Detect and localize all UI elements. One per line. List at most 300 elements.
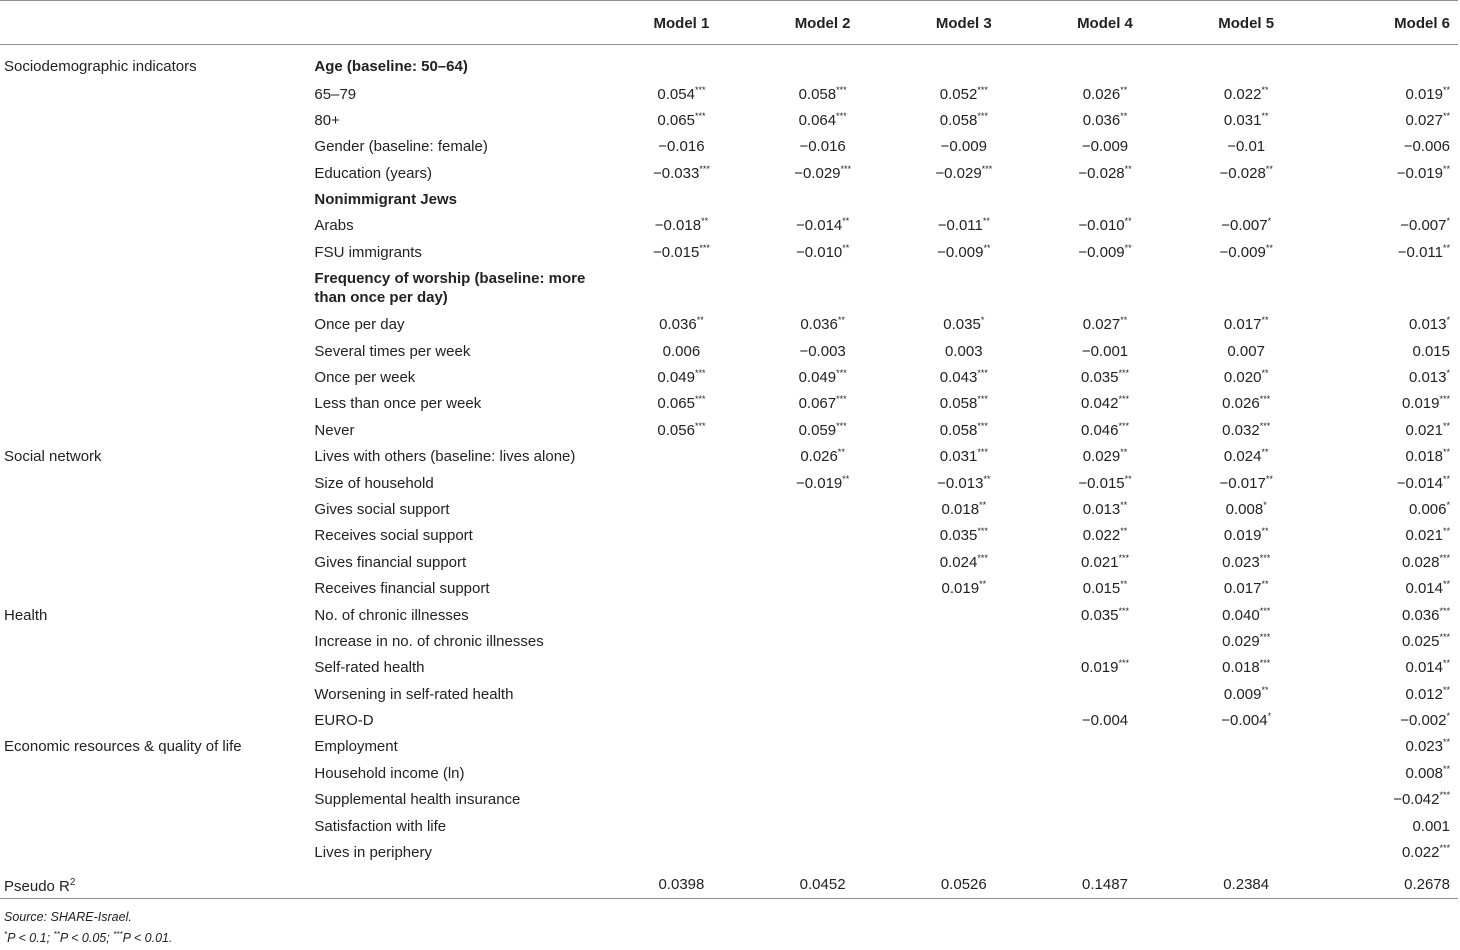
coefficient-value: −0.029 xyxy=(935,164,982,182)
table-row xyxy=(0,133,1458,159)
coefficient-value: 0.067 xyxy=(798,395,837,413)
cell-model-3 xyxy=(893,681,1034,707)
cell-model-2 xyxy=(752,186,893,212)
coefficient-value: 0.023 xyxy=(1405,738,1443,756)
significance-stars: *** xyxy=(977,420,988,431)
coefficient-value: 0.021 xyxy=(1080,553,1119,571)
table-row xyxy=(0,81,1458,107)
header-model-4: Model 4 xyxy=(1034,1,1175,45)
cell-model-4 xyxy=(1034,443,1175,469)
coefficient-value: −0.003 xyxy=(799,342,846,360)
coefficient-value: 0.035 xyxy=(943,316,981,334)
cell-model-2 xyxy=(752,707,893,733)
coefficient-value: 0.024 xyxy=(939,553,978,571)
significance-stars: ** xyxy=(837,315,845,326)
row-variable-label: Satisfaction with life xyxy=(314,817,447,835)
cell-model-1 xyxy=(611,133,752,159)
table-body xyxy=(0,45,1458,866)
coefficient-value: 0.029 xyxy=(1082,448,1121,466)
table-row xyxy=(0,311,1458,337)
cell-model-5 xyxy=(1176,786,1317,812)
significance-stars: *** xyxy=(1259,420,1271,431)
cell-model-1 xyxy=(611,265,752,311)
table-row xyxy=(0,813,1458,839)
cell-model-6 xyxy=(1317,602,1458,628)
significance-stars: *** xyxy=(977,526,988,537)
table-row xyxy=(0,575,1458,601)
cell-model-5 xyxy=(1176,311,1317,337)
header-model-1: Model 1 xyxy=(611,1,752,45)
header-model-3: Model 3 xyxy=(893,1,1034,45)
cell-model-6 xyxy=(1317,681,1458,707)
row-variable-label: Once per day xyxy=(314,316,405,334)
cell-model-2 xyxy=(752,81,893,107)
table-row xyxy=(0,733,1458,759)
row-category xyxy=(0,265,310,311)
table-row xyxy=(0,338,1458,364)
cell-model-5 xyxy=(1176,602,1317,628)
cell-model-4 xyxy=(1034,364,1175,390)
significance-stars: ** xyxy=(1442,110,1450,121)
significance-stars: *** xyxy=(977,368,988,379)
coefficient-value: −0.004 xyxy=(1081,712,1129,730)
cell-model-5 xyxy=(1176,390,1317,416)
coefficient-value: −0.033 xyxy=(653,164,700,182)
row-variable-label: Receives financial support xyxy=(314,580,490,598)
cell-model-4 xyxy=(1034,133,1175,159)
significance-stars: *** xyxy=(1259,552,1271,563)
cell-model-4 xyxy=(1034,813,1175,839)
coefficient-value: 0.022 xyxy=(1223,85,1262,103)
coefficient-value: −0.017 xyxy=(1219,474,1266,492)
coefficient-value: 0.009 xyxy=(1223,685,1262,703)
significance-stars: *** xyxy=(699,242,710,253)
cell-model-2 xyxy=(752,760,893,786)
significance-stars: *** xyxy=(1259,658,1271,669)
row-variable-label: 65–79 xyxy=(314,85,357,103)
cell-model-6 xyxy=(1317,239,1458,265)
coefficient-value: 0.031 xyxy=(1223,111,1262,129)
row-category xyxy=(0,496,310,522)
table-row xyxy=(0,707,1458,733)
significance-stars: *** xyxy=(1118,420,1130,431)
significance-stars: * xyxy=(980,315,985,326)
cell-model-3 xyxy=(893,239,1034,265)
table-notes xyxy=(4,908,172,947)
significance-stars: *** xyxy=(1439,843,1450,854)
significance-stars: *** xyxy=(1118,552,1130,563)
cell-model-5 xyxy=(1176,813,1317,839)
significance-stars: *** xyxy=(1439,552,1450,563)
cell-model-2 xyxy=(752,107,893,133)
cell-model-4 xyxy=(1034,707,1175,733)
cell-model-1 xyxy=(611,813,752,839)
cell-model-6 xyxy=(1317,786,1458,812)
coefficient-value: 0.023 xyxy=(1222,553,1260,571)
coefficient-value: 0.035 xyxy=(1080,369,1119,387)
table-row xyxy=(0,186,1458,212)
cell-model-3 xyxy=(893,602,1034,628)
coefficient-value: 0.022 xyxy=(1401,844,1440,862)
significance-stars: ** xyxy=(1120,315,1128,326)
coefficient-value: 0.014 xyxy=(1405,580,1443,598)
cell-model-3 xyxy=(893,522,1034,548)
coefficient-value: 0.026 xyxy=(1082,85,1121,103)
significance-stars: ** xyxy=(1120,579,1128,590)
significance-stars: *** xyxy=(699,163,710,174)
row-variable-label: EURO-D xyxy=(314,712,374,730)
cell-model-4 xyxy=(1034,733,1175,759)
coefficient-value: −0.009 xyxy=(940,138,987,156)
cell-model-5 xyxy=(1176,133,1317,159)
coefficient-value: −0.009 xyxy=(1219,243,1266,261)
cell-model-5 xyxy=(1176,654,1317,680)
row-group-heading: Frequency of worship (baseline: more than once per day) xyxy=(314,270,586,307)
cell-model-4 xyxy=(1034,265,1175,311)
row-variable-label: Gives social support xyxy=(314,500,450,518)
row-variable-label: Size of household xyxy=(314,474,434,492)
significance-stars: ** xyxy=(837,447,845,458)
row-category: Health xyxy=(4,606,48,624)
coefficient-value: 0.027 xyxy=(1082,316,1121,334)
cell-model-1 xyxy=(611,470,752,496)
cell-model-2 xyxy=(752,733,893,759)
row-category xyxy=(0,575,310,601)
significance-stars: ** xyxy=(1120,447,1128,458)
cell-model-5 xyxy=(1176,628,1317,654)
cell-model-1 xyxy=(611,417,752,443)
significance-stars: *** xyxy=(977,84,988,95)
cell-model-2 xyxy=(752,602,893,628)
cell-model-2 xyxy=(752,239,893,265)
sig-3-star: *** xyxy=(113,930,123,939)
row-category xyxy=(0,760,310,786)
cell-model-6 xyxy=(1317,628,1458,654)
row-variable-label: 80+ xyxy=(314,111,340,129)
significance-stars: *** xyxy=(1118,658,1130,669)
cell-model-1 xyxy=(611,81,752,107)
significance-stars: ** xyxy=(1261,447,1269,458)
row-variable-label: Lives in periphery xyxy=(314,844,432,862)
cell-model-5 xyxy=(1176,681,1317,707)
coefficient-value: −0.010 xyxy=(795,243,843,261)
cell-model-6 xyxy=(1317,417,1458,443)
cell-model-1 xyxy=(611,681,752,707)
significance-stars: * xyxy=(1446,216,1450,227)
coefficient-value: 0.018 xyxy=(941,500,980,518)
cell-model-2 xyxy=(752,364,893,390)
table-row xyxy=(0,160,1458,186)
cell-model-5 xyxy=(1176,760,1317,786)
row-category xyxy=(0,311,310,337)
significance-stars: ** xyxy=(1261,110,1269,121)
cell-model-5 xyxy=(1176,496,1317,522)
sig-2-text: P < 0.05; xyxy=(59,931,114,946)
cell-model-3 xyxy=(893,470,1034,496)
table-row xyxy=(0,496,1458,522)
coefficient-value: −0.011 xyxy=(1397,243,1443,261)
cell-model-5 xyxy=(1176,239,1317,265)
cell-model-1 xyxy=(611,186,752,212)
row-category xyxy=(0,107,310,133)
header-variable xyxy=(310,1,610,45)
coefficient-value: −0.014 xyxy=(795,217,843,235)
pseudo-r2-model-2: 0.0452 xyxy=(752,865,893,899)
row-variable-label: Lives with others (baseline: lives alone) xyxy=(314,448,576,466)
coefficient-value: −0.01 xyxy=(1227,138,1266,156)
cell-model-5 xyxy=(1176,338,1317,364)
row-category xyxy=(0,522,310,548)
significance-stars: ** xyxy=(1442,526,1450,537)
cell-model-2 xyxy=(752,786,893,812)
coefficient-value: 0.006 xyxy=(662,342,701,360)
cell-model-5 xyxy=(1176,839,1317,865)
cell-model-6 xyxy=(1317,107,1458,133)
coefficient-value: 0.014 xyxy=(1405,659,1443,677)
cell-model-1 xyxy=(611,786,752,812)
cell-model-6 xyxy=(1317,760,1458,786)
pseudo-r2-model-1: 0.0398 xyxy=(611,865,752,899)
cell-model-4 xyxy=(1034,45,1175,81)
coefficient-value: 0.036 xyxy=(800,316,838,334)
coefficient-value: 0.019 xyxy=(1080,659,1119,677)
cell-model-3 xyxy=(893,575,1034,601)
coefficient-value: 0.043 xyxy=(939,369,978,387)
row-variable-label: Household income (ln) xyxy=(314,764,465,782)
significance-stars: ** xyxy=(1120,499,1128,510)
cell-model-1 xyxy=(611,390,752,416)
significance-stars: ** xyxy=(1124,163,1132,174)
coefficient-value: −0.001 xyxy=(1081,342,1129,360)
row-variable-label: Self-rated health xyxy=(314,659,425,677)
coefficient-value: 0.036 xyxy=(659,316,697,334)
coefficient-value: 0.028 xyxy=(1401,553,1440,571)
significance-stars: *** xyxy=(1439,790,1450,801)
table-row xyxy=(0,107,1458,133)
significance-stars: *** xyxy=(1259,605,1271,616)
cell-model-1 xyxy=(611,107,752,133)
row-category xyxy=(0,417,310,443)
row-category xyxy=(0,338,310,364)
cell-model-4 xyxy=(1034,417,1175,443)
sig-1-star: * xyxy=(4,930,8,939)
cell-model-5 xyxy=(1176,549,1317,575)
header-row xyxy=(0,1,1458,45)
cell-model-5 xyxy=(1176,186,1317,212)
coefficient-value: −0.029 xyxy=(794,164,841,182)
table-row xyxy=(0,522,1458,548)
coefficient-value: 0.027 xyxy=(1405,111,1443,129)
cell-model-1 xyxy=(611,443,752,469)
cell-model-1 xyxy=(611,496,752,522)
header-model-5: Model 5 xyxy=(1176,1,1317,45)
cell-model-6 xyxy=(1317,813,1458,839)
significance-stars: *** xyxy=(981,163,993,174)
significance-stars: ** xyxy=(1261,526,1269,537)
coefficient-value: 0.018 xyxy=(1222,659,1260,677)
significance-stars: * xyxy=(1263,499,1267,510)
table-row xyxy=(0,549,1458,575)
coefficient-value: −0.042 xyxy=(1393,791,1440,809)
coefficient-value: 0.022 xyxy=(1082,527,1121,545)
sig-2-star: ** xyxy=(53,930,60,939)
pseudo-r2-model-4: 0.1487 xyxy=(1034,865,1175,899)
cell-model-5 xyxy=(1176,265,1317,311)
coefficient-value: 0.042 xyxy=(1080,395,1119,413)
coefficient-value: 0.058 xyxy=(798,85,837,103)
cell-model-5 xyxy=(1176,733,1317,759)
cell-model-2 xyxy=(752,813,893,839)
cell-model-2 xyxy=(752,133,893,159)
row-category xyxy=(0,212,310,238)
coefficient-value: 0.026 xyxy=(1222,395,1260,413)
table-row xyxy=(0,602,1458,628)
cell-model-2 xyxy=(752,496,893,522)
significance-stars: ** xyxy=(1442,84,1450,95)
cell-model-3 xyxy=(893,654,1034,680)
significance-stars: *** xyxy=(836,84,847,95)
significance-stars: *** xyxy=(1439,394,1450,405)
significance-stars: ** xyxy=(979,579,987,590)
coefficient-value: 0.064 xyxy=(798,111,837,129)
coefficient-value: 0.058 xyxy=(939,395,978,413)
significance-stars: *** xyxy=(836,368,847,379)
cell-model-6 xyxy=(1317,311,1458,337)
row-variable-label: Supplemental health insurance xyxy=(314,791,521,809)
cell-model-1 xyxy=(611,45,752,81)
cell-model-5 xyxy=(1176,707,1317,733)
cell-model-2 xyxy=(752,390,893,416)
cell-model-4 xyxy=(1034,81,1175,107)
significance-stars: *** xyxy=(694,110,706,121)
coefficient-value: 0.024 xyxy=(1223,448,1262,466)
coefficient-value: 0.015 xyxy=(1082,580,1121,598)
row-category: Economic resources & quality of life xyxy=(4,738,242,756)
cell-model-1 xyxy=(611,522,752,548)
cell-model-5 xyxy=(1176,45,1317,81)
significance-stars: *** xyxy=(1118,368,1130,379)
cell-model-3 xyxy=(893,212,1034,238)
cell-model-4 xyxy=(1034,681,1175,707)
cell-model-6 xyxy=(1317,707,1458,733)
cell-model-3 xyxy=(893,813,1034,839)
coefficient-value: 0.021 xyxy=(1405,527,1443,545)
row-variable-label: Receives social support xyxy=(314,527,473,545)
significance-stars: * xyxy=(1267,711,1272,722)
cell-model-4 xyxy=(1034,186,1175,212)
cell-model-2 xyxy=(752,628,893,654)
table-row xyxy=(0,760,1458,786)
coefficient-value: −0.018 xyxy=(654,217,702,235)
cell-model-4 xyxy=(1034,575,1175,601)
row-variable-label: Less than once per week xyxy=(314,395,482,413)
row-category xyxy=(0,681,310,707)
table-header xyxy=(0,1,1458,45)
cell-model-1 xyxy=(611,733,752,759)
cell-model-3 xyxy=(893,45,1034,81)
pseudo-r2-superscript: 2 xyxy=(69,876,76,888)
cell-model-3 xyxy=(893,628,1034,654)
significance-stars: ** xyxy=(1442,737,1450,748)
coefficient-value: −0.009 xyxy=(1081,138,1129,156)
coefficient-value: 0.013 xyxy=(1408,316,1447,334)
cell-model-2 xyxy=(752,417,893,443)
sig-1-text: P < 0.1; xyxy=(7,931,54,946)
cell-model-2 xyxy=(752,443,893,469)
cell-model-3 xyxy=(893,160,1034,186)
significance-stars: ** xyxy=(842,242,850,253)
pseudo-r2-label-text: Pseudo R xyxy=(4,877,70,895)
table-row xyxy=(0,470,1458,496)
significance-stars: ** xyxy=(1442,242,1450,253)
cell-model-3 xyxy=(893,707,1034,733)
significance-stars: * xyxy=(1446,368,1450,379)
cell-model-6 xyxy=(1317,265,1458,311)
significance-stars: *** xyxy=(1259,394,1271,405)
table-row xyxy=(0,839,1458,865)
cell-model-3 xyxy=(893,265,1034,311)
cell-model-6 xyxy=(1317,443,1458,469)
cell-model-6 xyxy=(1317,133,1458,159)
coefficient-value: 0.031 xyxy=(939,448,978,466)
significance-stars: ** xyxy=(1442,420,1450,431)
cell-model-5 xyxy=(1176,364,1317,390)
coefficient-value: 0.018 xyxy=(1405,448,1443,466)
coefficient-value: 0.008 xyxy=(1225,500,1264,518)
cell-model-6 xyxy=(1317,338,1458,364)
row-category xyxy=(0,390,310,416)
coefficient-value: 0.008 xyxy=(1405,764,1443,782)
cell-model-4 xyxy=(1034,338,1175,364)
row-variable-label: Education (years) xyxy=(314,164,432,182)
row-category xyxy=(0,239,310,265)
pseudo-r2-model-5: 0.2384 xyxy=(1176,865,1317,899)
cell-model-5 xyxy=(1176,417,1317,443)
cell-model-4 xyxy=(1034,311,1175,337)
significance-stars: *** xyxy=(836,420,847,431)
cell-model-4 xyxy=(1034,654,1175,680)
coefficient-value: 0.006 xyxy=(1408,500,1447,518)
table-footer xyxy=(0,865,1458,899)
significance-stars: *** xyxy=(1439,605,1450,616)
cell-model-5 xyxy=(1176,212,1317,238)
coefficient-value: −0.006 xyxy=(1403,138,1450,156)
coefficient-value: 0.056 xyxy=(657,421,695,439)
row-category xyxy=(0,81,310,107)
cell-model-4 xyxy=(1034,522,1175,548)
table-row xyxy=(0,45,1458,81)
coefficient-value: 0.049 xyxy=(657,369,695,387)
significance-stars: ** xyxy=(1442,447,1450,458)
cell-model-4 xyxy=(1034,239,1175,265)
significance-stars: ** xyxy=(1265,163,1273,174)
cell-model-6 xyxy=(1317,733,1458,759)
significance-stars: ** xyxy=(696,315,704,326)
significance-stars: *** xyxy=(1439,631,1450,642)
cell-model-1 xyxy=(611,338,752,364)
cell-model-3 xyxy=(893,496,1034,522)
significance-stars: ** xyxy=(1265,242,1273,253)
significance-stars: *** xyxy=(977,110,988,121)
row-category xyxy=(0,186,310,212)
coefficient-value: 0.013 xyxy=(1408,369,1447,387)
coefficient-value: 0.035 xyxy=(1080,606,1119,624)
cell-model-2 xyxy=(752,160,893,186)
coefficient-value: −0.007 xyxy=(1221,217,1268,235)
cell-model-2 xyxy=(752,265,893,311)
coefficient-value: −0.028 xyxy=(1078,164,1125,182)
cell-model-4 xyxy=(1034,160,1175,186)
